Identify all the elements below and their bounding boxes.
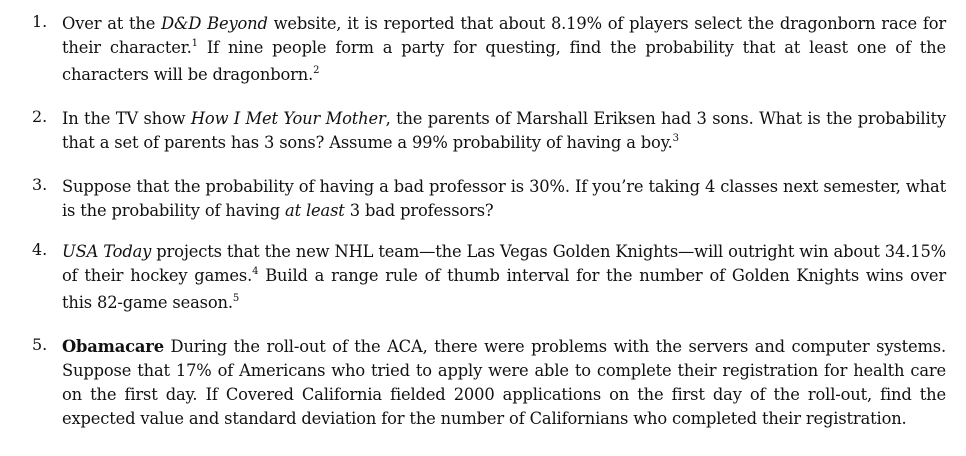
problem-5: [32, 335, 946, 431]
problem-heading: Obamacare: [62, 337, 164, 356]
problem-text: [62, 107, 946, 158]
text-run: projects that the new NHL team—the Las Vegas Golden Knights—will outright win about 34.15% of their hockey games.: [62, 242, 946, 285]
problem-text: [62, 335, 946, 431]
problem-4: [32, 240, 946, 318]
problem-number: 3.: [32, 175, 48, 194]
problem-list: [32, 12, 946, 448]
problem-text: [62, 175, 946, 223]
text-run: During the roll-out of the ACA, there were problems with the servers and computer systems. Suppose that 17% of Americans who tried to apply were able to complete their registration for health care on the first day. If Covered California fielded 2000 applications on the first day of the roll-out, find the expected value and standard deviation for the number of Californians who completed their registration.: [62, 337, 946, 428]
text-run: Suppose that the probability of having a bad professor is 30%. If you’re taking 4 classes next semester, what is the probability of having: [62, 177, 946, 220]
text-run: Over at the: [62, 14, 162, 33]
problem-1: [32, 12, 946, 90]
emphasis: at least: [285, 201, 345, 220]
text-run: 3 bad professors?: [344, 201, 494, 220]
footnote-marker: 4: [252, 266, 259, 277]
problem-text: [62, 240, 946, 318]
text-run: Build a range rule of thumb interval for the number of Golden Knights wins over this 82-game season.: [62, 266, 947, 312]
problem-number: 1.: [32, 12, 48, 31]
footnote-marker: 2: [313, 65, 320, 76]
problem-3: [32, 175, 946, 223]
text-run: , the parents of Marshall Eriksen had 3 sons. What is the probability that a set of parents has 3 sons? Assume a 99% probability of having a boy.: [62, 109, 946, 152]
problem-number: 2.: [32, 107, 48, 126]
text-run: In the TV show: [62, 109, 191, 128]
footnote-marker: 5: [232, 293, 240, 304]
show-title: How I Met Your Mother: [190, 109, 386, 128]
problem-number: 4.: [32, 240, 48, 259]
footnote-marker: 3: [672, 133, 679, 144]
text-run: website, it is reported that about 8.19% of players select the dragonborn race for their character.: [62, 14, 946, 57]
footnote-marker: 1: [191, 38, 198, 49]
problem-2: [32, 107, 946, 158]
text-run: If nine people form a party for questing, find the probability that at least one of the characters will be dragonborn.: [62, 38, 947, 84]
publication-name: USA Today: [62, 242, 152, 261]
website-name: D&D Beyond: [161, 14, 268, 33]
problem-text: [62, 12, 946, 90]
problem-number: 5.: [32, 335, 48, 354]
